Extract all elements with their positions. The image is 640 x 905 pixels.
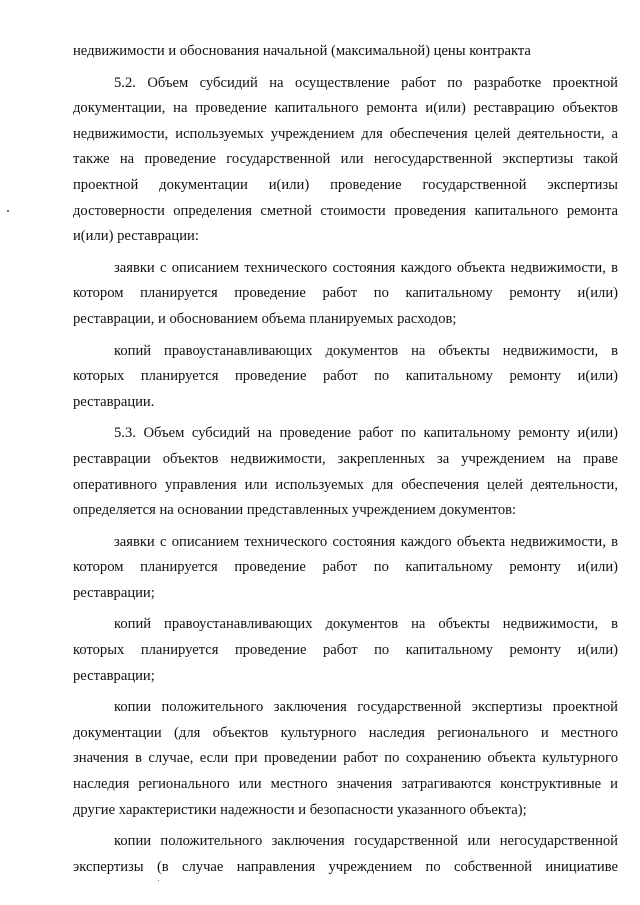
text-line: 5.3. Объем субсидий на проведение работ по капитальному ремонту и(или) [114,425,618,442]
paragraph [73,421,618,523]
text-line: документации (для объектов культурного наследия регионального и местного [73,724,618,741]
text-line: копии положительного заключения государственной или негосударственной [114,833,618,850]
text-line: наследия регионального или местного значения затрагиваются конструктивные и [73,776,618,793]
text-line: которых планируется проведение работ по капитальному ремонту и(или) [73,368,618,385]
paragraph [73,39,618,65]
paragraph [73,695,618,823]
text-line: котором планируется проведение работ по капитальному ремонту и(или) [73,285,618,302]
text-line: определяется на основании представленных учреждением документов: [73,502,517,519]
scan-speck [158,880,159,881]
text-line: значения в случае, если при проведении работ по сохранению объекта культурного [73,750,618,767]
text-line: копий правоустанавливающих документов на объекты недвижимости, в [114,616,618,633]
paragraph [73,530,618,607]
text-line: оперативного управления или используемых для обеспечения целей деятельности, [73,476,618,493]
paragraph [73,612,618,689]
text-line: заявки с описанием технического состояния каждого объекта недвижимости, в [114,533,618,550]
paragraph [73,256,618,333]
text-line: достоверности определения сметной стоимости проведения капитального ремонта [73,202,618,219]
text-line: документации, на проведение капитального ремонта и(или) реставрацию объектов [73,100,618,117]
text-line: реставрации. [73,393,155,410]
text-line: реставрации; [73,584,155,601]
text-line: также на проведение государственной или негосударственной экспертизы такой [73,151,618,168]
paragraph [73,339,618,416]
scan-speck [7,210,9,212]
text-line: экспертизы (в случае направления учреждением по собственной инициативе [73,858,618,875]
text-line: заявки с описанием технического состояния каждого объекта недвижимости, в [114,259,618,276]
document-body [73,39,618,880]
text-line: которых планируется проведение работ по капитальному ремонту и(или) [73,642,618,659]
text-line: 5.2. Объем субсидий на осуществление работ по разработке проектной [114,74,618,91]
text-line: копии положительного заключения государственной экспертизы проектной [114,699,618,716]
text-line: и(или) реставрации: [73,228,199,245]
text-line: недвижимости и обоснования начальной (максимальной) цены контракта [73,43,531,59]
text-line: другие характеристики надежности и безопасности указанного объекта); [73,801,527,818]
text-line: реставрации; [73,667,155,684]
paragraph [73,829,618,880]
text-line: проектной документации и(или) проведение государственной экспертизы [73,176,618,193]
text-line: реставрации, и обоснованием объема планируемых расходов; [73,310,457,327]
text-line: недвижимости, используемых учреждением для обеспечения целей деятельности, а [73,125,618,142]
paragraph [73,71,618,250]
text-line: реставрации объектов недвижимости, закрепленных за учреждением на праве [73,450,618,467]
text-line: копий правоустанавливающих документов на объекты недвижимости, в [114,342,618,359]
text-line: котором планируется проведение работ по капитальному ремонту и(или) [73,559,618,576]
